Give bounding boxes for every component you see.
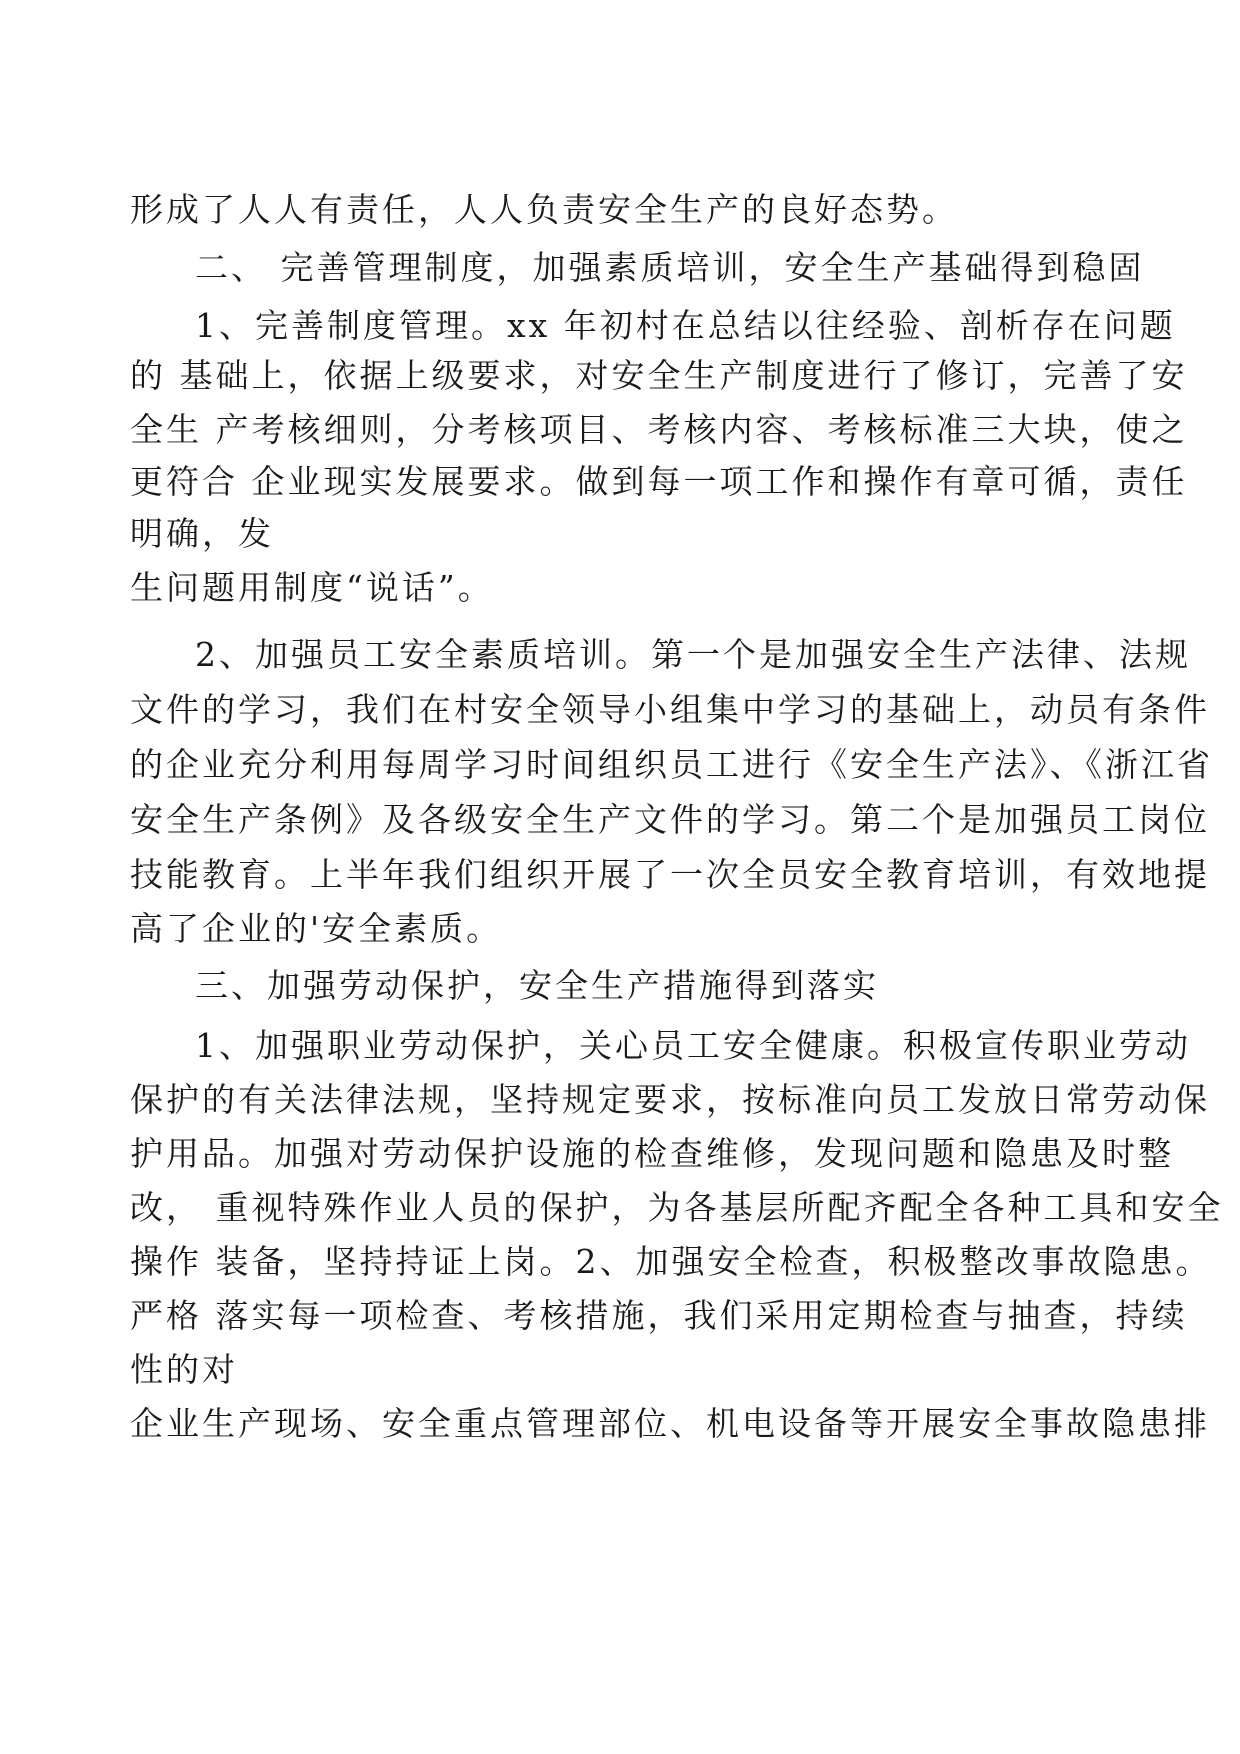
paragraph-line: 护用品。加强对劳动保护设施的检查维修，发现问题和隐患及时整 xyxy=(130,1134,1174,1173)
paragraph-line: 性的对 xyxy=(130,1350,238,1389)
paragraph-line: 的企业充分利用每周学习时间组织员工进行《安全生产法》、《浙江省 xyxy=(130,745,1213,784)
paragraph-line: 文件的学习，我们在村安全领导小组集中学习的基础上，动员有条件 xyxy=(130,690,1210,729)
paragraph-line: 企业生产现场、安全重点管理部位、机电设备等开展安全事故隐患排 xyxy=(130,1404,1210,1443)
paragraph-line: 改， 重视特殊作业人员的保护，为各基层所配齐配全各种工具和安全 xyxy=(130,1188,1224,1227)
paragraph-line: 技能教育。上半年我们组织开展了一次全员安全教育培训，有效地提 xyxy=(130,855,1210,894)
paragraph-line: 的 基础上，依据上级要求，对安全生产制度进行了修订，完善了安 xyxy=(130,356,1188,395)
paragraph-line: 操作 装备，坚持持证上岗。2、加强安全检查，积极整改事故隐患。 xyxy=(130,1242,1212,1281)
paragraph-line: 更符合 企业现实发展要求。做到每一项工作和操作有章可循，责任 xyxy=(130,462,1188,501)
paragraph-line: 全生 产考核细则，分考核项目、考核内容、考核标准三大块，使之 xyxy=(130,410,1188,449)
paragraph-line: 形成了人人有责任，人人负责安全生产的良好态势。 xyxy=(130,190,958,229)
paragraph-line: 保护的有关法律法规，坚持规定要求，按标准向员工发放日常劳动保 xyxy=(130,1080,1210,1119)
section-heading: 二、 完善管理制度，加强素质培训，安全生产基础得到稳固 xyxy=(195,248,1145,287)
paragraph-line: 1、完善制度管理。xx 年初村在总结以往经验、剖析存在问题 xyxy=(195,306,1176,345)
paragraph-line: 高了企业的'安全素质。 xyxy=(130,909,503,948)
paragraph-line: 明确，发 xyxy=(130,514,274,553)
paragraph-line: 1、加强职业劳动保护，关心员工安全健康。积极宣传职业劳动 xyxy=(195,1026,1191,1065)
paragraph-line: 生问题用制度“说话”。 xyxy=(130,568,494,607)
paragraph-line: 安全生产条例》及各级安全生产文件的学习。第二个是加强员工岗位 xyxy=(130,800,1210,839)
section-heading: 三、加强劳动保护，安全生产措施得到落实 xyxy=(195,966,879,1005)
paragraph-line: 2、加强员工安全素质培训。第一个是加强安全生产法律、法规 xyxy=(195,635,1191,674)
paragraph-line: 严格 落实每一项检查、考核措施，我们采用定期检查与抽查，持续 xyxy=(130,1296,1188,1335)
